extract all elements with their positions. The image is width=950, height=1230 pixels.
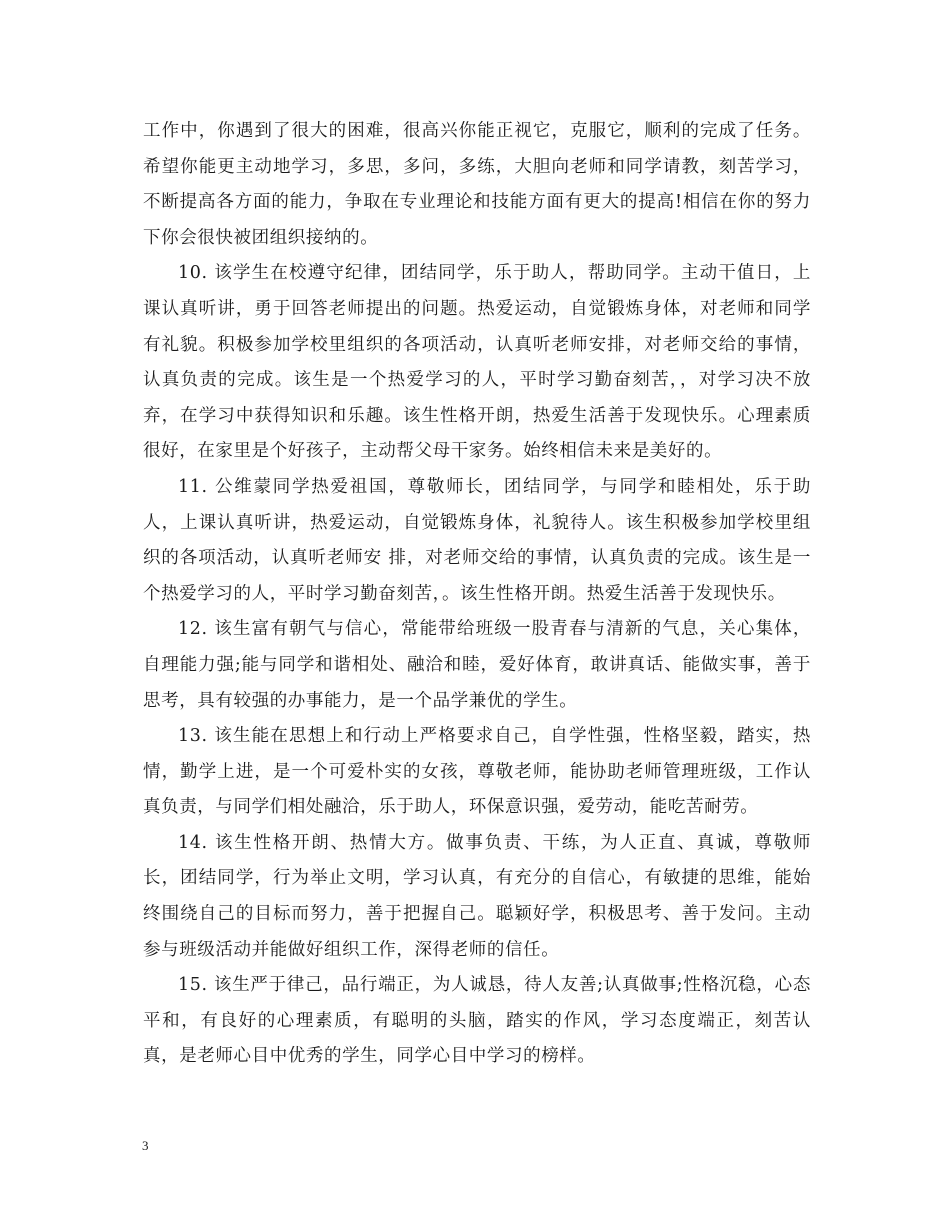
paragraph-item-10: 10. 该学生在校遵守纪律，团结同学，乐于助人，帮助同学。主动干值日，上课认真听讲，勇于回答老师提出的问题。热爱运动，自觉锻炼身体，对老师和同学有礼貌。积极参加学校里组织的各项活动，认真听老师安排，对老师交给的事情，认真负责的完成。该生是一个热爱学习的人，平时学习勤奋刻苦，，对学习决不放弃，在学习中获得知识和乐趣。该生性格开朗，热爱生活善于发现快乐。心理素质很好，在家里是个好孩子，主动帮父母干家务。始终相信未来是美好的。 [143,263,811,462]
paragraph-item-14: 14. 该生性格开朗、热情大方。做事负责、干练，为人正直、真诚，尊敬师长，团结同学，行为举止文明，学习认真，有充分的自信心，有敏捷的思维，能始终围绕自己的目标而努力，善于把握自己。聪颖好学，积极思考、善于发问。主动参与班级活动并能做好组织工作，深得老师的信任。 [143,832,811,960]
paragraph-continuation: 工作中，你遇到了很大的困难，很高兴你能正视它，克服它，顺利的完成了任务。希望你能更主动地学习，多思，多问，多练，大胆向老师和同学请教，刻苦学习，不断提高各方面的能力，争取在专业理论和技能方面有更大的提高!相信在你的努力下你会很快被团组织接纳的。 [143,121,811,248]
paragraph-item-11: 11. 公维蒙同学热爱祖国，尊敬师长，团结同学，与同学和睦相处，乐于助人，上课认真听讲，热爱运动，自觉锻炼身体，礼貌待人。该生积极参加学校里组织的各项活动，认真听老师安 排，对老师交给的事情，认真负责的完成。该生是一个热爱学习的人，平时学习勤奋刻苦，。该生性格开朗。热爱生活善于发现快乐。 [143,476,811,604]
paragraph-item-13: 13. 该生能在思想上和行动上严格要求自己，自学性强，性格坚毅，踏实，热情，勤学上进，是一个可爱朴实的女孩，尊敬老师，能协助老师管理班级，工作认真负责，与同学们相处融洽，乐于助人，环保意识强，爱劳动，能吃苦耐劳。 [143,726,811,818]
document-body [143,114,811,1075]
paragraph-item-12: 12. 该生富有朝气与信心，常能带给班级一股青春与清新的气息，关心集体，自理能力强;能与同学和谐相处、融洽和睦，爱好体育，敢讲真话、能做实事，善于思考，具有较强的办事能力，是一个品学兼优的学生。 [143,619,811,711]
page-number: 3 [142,1138,149,1153]
paragraph-item-15: 15. 该生严于律己，品行端正，为人诚恳，待人友善;认真做事;性格沉稳，心态平和，有良好的心理素质，有聪明的头脑，踏实的作风，学习态度端正，刻苦认真，是老师心目中优秀的学生，同学心目中学习的榜样。 [143,975,811,1067]
